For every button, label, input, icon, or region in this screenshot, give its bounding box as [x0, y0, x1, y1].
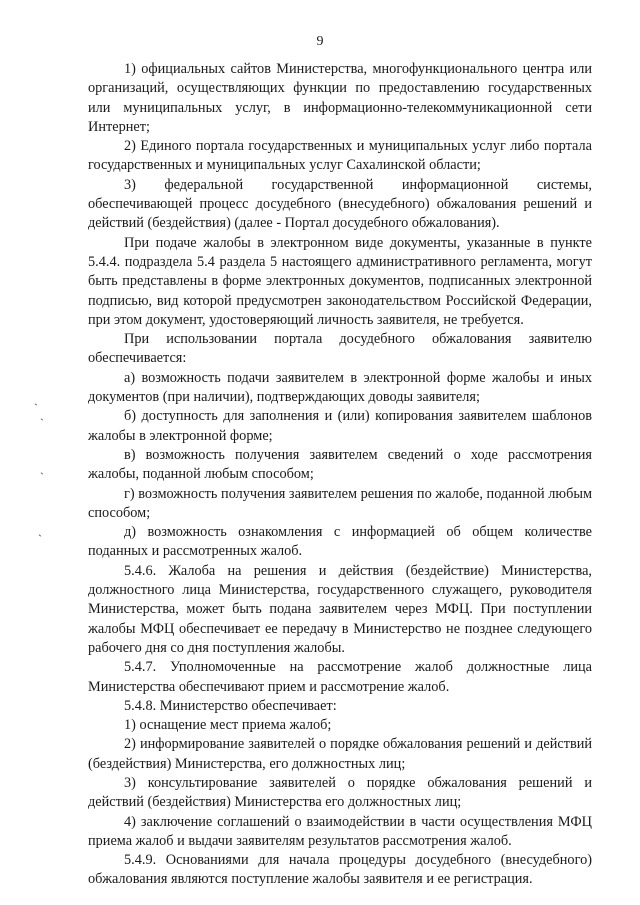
list-item-4: 4) заключение соглашений о взаимодействии в части осуществления МФЦ приема жалоб и выдачи заявителям результатов рассмотрения жалоб.: [88, 813, 592, 849]
paragraph-5-4-7: 5.4.7. Уполномоченные на рассмотрение жалоб должностные лица Министерства обеспечивают прием и рассмотрение жалоб.: [88, 659, 592, 695]
list-item-g: г) возможность получения заявителем решения по жалобе, поданной любым способом;: [88, 485, 592, 521]
scan-mark: ˎ: [40, 461, 44, 475]
list-item-3: 3) консультирование заявителей о порядке обжалования решений и действий (бездействия) Министерства его должностных лиц;: [88, 774, 592, 811]
list-item-b: б) доступность для заполнения и (или) копирования заявителем шаблонов жалобы в электронной форме;: [88, 408, 592, 444]
list-item-d: д) возможность ознакомления с информацией об общем количестве поданных и рассмотренных жалоб.: [88, 524, 592, 560]
list-item-2: 2) информирование заявителей о порядке обжалования решений и действий (бездействия) Министерства, его должностных лиц;: [88, 736, 592, 772]
paragraph-portal-provides: При использовании портала досудебного обжалования заявителю обеспечивается:: [88, 331, 592, 367]
document-body: [88, 60, 592, 890]
paragraph-5-4-8: 5.4.8. Министерство обеспечивает:: [124, 697, 337, 714]
list-item-v: в) возможность получения заявителем сведений о ходе рассмотрения жалобы, поданной любым способом;: [88, 446, 592, 483]
paragraph-electronic-submission: При подаче жалобы в электронном виде документы, указанные в пункте 5.4.4. подраздела 5.4 раздела 5 настоящего административного регламента, могут быть представлены в форме электронных документов, подписанных электронной подписью, вид которой предусмотрен законодательством Российской Федерации, при этом документ, удостоверяющий личность заявителя, не требуется.: [88, 234, 592, 328]
paragraph-unified-portal: 2) Единого портала государственных и муниципальных услуг либо портала государственных и муниципальных услуг Сахалинской области;: [88, 138, 592, 174]
paragraph-official-sites: 1) официальных сайтов Министерства, многофункционального центра или организаций, осуществляющих функции по предоставлению государственных или муниципальных услуг, в информационно-телекоммуникационной сети Интернет;: [88, 61, 592, 135]
scan-mark: ˋ: [34, 401, 38, 415]
list-item-1: 1) оснащение мест приема жалоб;: [124, 717, 332, 734]
scan-mark: ˏ: [40, 407, 44, 421]
scan-mark: ˎ: [38, 523, 42, 537]
paragraph-5-4-9: 5.4.9. Основаниями для начала процедуры досудебного (внесудебного) обжалования являются поступление жалобы заявителя и ее регистрация.: [88, 852, 592, 888]
paragraph-5-4-6: 5.4.6. Жалоба на решения и действия (бездействие) Министерства, должностного лица Министерства, государственного служащего, руководителя Министерства, может быть подана заявителем через МФЦ. При поступлении жалобы МФЦ обеспечивает ее передачу в Министерство не позднее следующего рабочего дня со дня поступления жалобы.: [88, 562, 592, 656]
page-number: 9: [316, 34, 324, 49]
paragraph-federal-system: 3) федеральной государственной информационной системы, обеспечивающей процесс досудебного (внесудебного) обжалования решений и действий (бездействия) (далее - Портал досудебного обжалования).: [88, 176, 592, 232]
list-item-a: а) возможность подачи заявителем в электронной форме жалобы и иных документов (при наличии), подтверждающих доводы заявителя;: [88, 369, 592, 406]
